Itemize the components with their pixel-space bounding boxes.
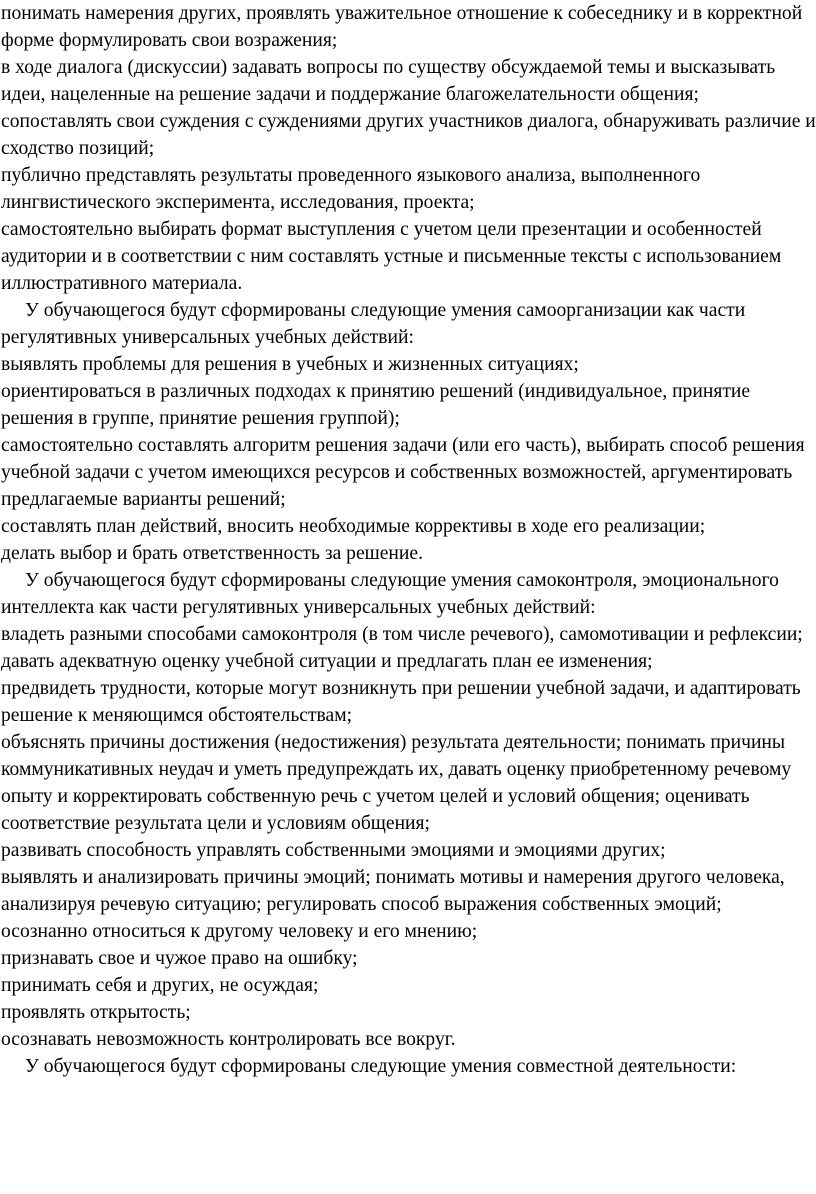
paragraph: осознанно относиться к другому человеку и его мнению; xyxy=(1,921,478,942)
paragraph: сопоставлять свои суждения с суждениями других участников диалога, обнаруживать различие и сходство позиций; xyxy=(1,111,816,159)
paragraph: самостоятельно составлять алгоритм решения задачи (или его часть), выбирать способ решения учебной задачи с учетом имеющихся ресурсов и собственных возможностей, аргументировать предлагаемые варианты решений; xyxy=(1,435,805,510)
paragraph: развивать способность управлять собственными эмоциями и эмоциями других; xyxy=(1,840,666,861)
paragraph: осознавать невозможность контролировать все вокруг. xyxy=(1,1029,456,1050)
section-intro-paragraph: У обучающегося будут сформированы следующие умения самоорганизации как части регулятивных универсальных учебных действий: xyxy=(1,300,746,348)
section-intro-paragraph: У обучающегося будут сформированы следующие умения совместной деятельности: xyxy=(25,1056,737,1077)
paragraph: в ходе диалога (дискуссии) задавать вопросы по существу обсуждаемой темы и высказывать идеи, нацеленные на решение задачи и поддержание благожелательности общения; xyxy=(1,57,776,105)
paragraph: признавать свое и чужое право на ошибку; xyxy=(1,948,358,969)
paragraph: составлять план действий, вносить необходимые коррективы в ходе его реализации; xyxy=(1,516,706,537)
paragraph: делать выбор и брать ответственность за решение. xyxy=(1,543,424,564)
paragraph: проявлять открытость; xyxy=(1,1002,191,1023)
paragraph: публично представлять результаты проведенного языкового анализа, выполненного лингвистического эксперимента, исследования, проекта; xyxy=(1,165,701,213)
paragraph: понимать намерения других, проявлять уважительное отношение к собеседнику и в корректной форме формулировать свои возражения; xyxy=(1,3,803,51)
paragraph: выявлять проблемы для решения в учебных и жизненных ситуациях; xyxy=(1,354,579,375)
paragraph: принимать себя и других, не осуждая; xyxy=(1,975,319,996)
paragraph: объяснять причины достижения (недостижения) результата деятельности; понимать причины коммуникативных неудач и уметь предупреждать их, давать оценку приобретенному речевому опыту и корректировать собственную речь с учетом целей и условий общения; оценивать соответствие результата цели и условиям общения; xyxy=(1,732,792,834)
section-intro-paragraph: У обучающегося будут сформированы следующие умения самоконтроля, эмоционального интеллекта как части регулятивных универсальных учебных действий: xyxy=(1,570,779,618)
paragraph: выявлять и анализировать причины эмоций; понимать мотивы и намерения другого человека, анализируя речевую ситуацию; регулировать способ выражения собственных эмоций; xyxy=(1,867,785,915)
paragraph: самостоятельно выбирать формат выступления с учетом цели презентации и особенностей аудитории и в соответствии с ним составлять устные и письменные тексты с использованием иллюстративного материала. xyxy=(1,219,782,294)
paragraph: ориентироваться в различных подходах к принятию решений (индивидуальное, принятие решения в группе, принятие решения группой); xyxy=(1,381,751,429)
paragraph: давать адекватную оценку учебной ситуации и предлагать план ее изменения; xyxy=(1,651,653,672)
paragraph: владеть разными способами самоконтроля (в том числе речевого), самомотивации и рефлексии; xyxy=(1,624,803,645)
paragraph: предвидеть трудности, которые могут возникнуть при решении учебной задачи, и адаптировать решение к меняющимся обстоятельствам; xyxy=(1,678,801,726)
